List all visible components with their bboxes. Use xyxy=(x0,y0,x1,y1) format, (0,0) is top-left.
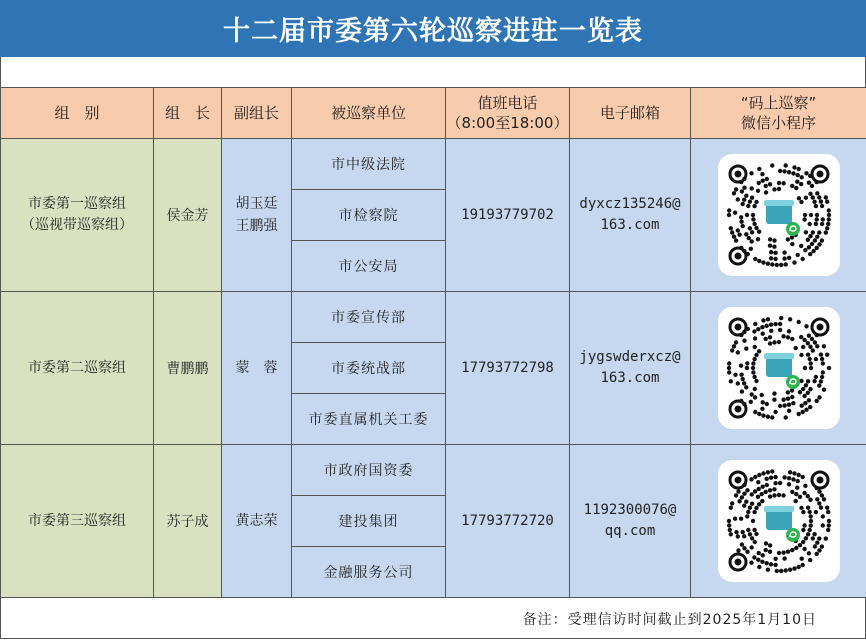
mini-program-code-icon xyxy=(724,466,834,576)
header-phone-line1: 值班电话 xyxy=(477,94,538,112)
qr-code-card[interactable] xyxy=(718,460,840,582)
qr-logo-lid xyxy=(764,353,794,359)
inspection-table xyxy=(0,87,866,598)
blank-row xyxy=(0,57,866,87)
qr-logo-lid xyxy=(764,506,794,512)
header-qr xyxy=(691,88,866,139)
mini-program-badge-icon xyxy=(786,528,800,542)
unit-cell: 市检察院 xyxy=(292,190,446,241)
header-units: 被巡察单位 xyxy=(292,88,446,139)
phone-cell: 17793772798 xyxy=(446,292,570,445)
unit-cell: 金融服务公司 xyxy=(292,547,446,598)
email-line1: jygswderxcz@ xyxy=(579,349,681,365)
group-subname: （巡视带巡察组） xyxy=(21,217,133,233)
unit-cell: 市委宣传部 xyxy=(292,292,446,343)
email-cell xyxy=(570,292,691,445)
qr-finder-dot xyxy=(816,324,823,331)
qr-code-card[interactable] xyxy=(718,307,840,429)
table-row xyxy=(1,445,866,496)
unit-cell: 市委直属机关工委 xyxy=(292,394,446,445)
email-line1: dyxcz135246@ xyxy=(579,196,681,212)
email-line2: 163.com xyxy=(600,217,660,233)
qr-cell xyxy=(691,292,866,445)
qr-cell xyxy=(691,139,866,292)
header-email: 电子邮箱 xyxy=(570,88,691,139)
qr-finder-dot xyxy=(816,171,823,178)
email-line2: qq.com xyxy=(604,523,656,539)
table-row xyxy=(1,292,866,343)
phone-cell: 19193779702 xyxy=(446,139,570,292)
leader-cell: 曹鹏鹏 xyxy=(154,292,222,445)
deputy-cell xyxy=(222,139,292,292)
email-line1: 1192300076@ xyxy=(583,502,677,518)
deputy-name: 黄志荣 xyxy=(235,513,278,529)
header-qr-line2: 微信小程序 xyxy=(740,114,816,132)
qr-finder-dot xyxy=(734,253,741,260)
unit-cell: 市政府国资委 xyxy=(292,445,446,496)
deputy-name: 胡玉廷 xyxy=(235,196,278,212)
email-cell xyxy=(570,139,691,292)
footer-row xyxy=(0,598,866,639)
header-deputy: 副组长 xyxy=(222,88,292,139)
group-name-cell xyxy=(1,445,154,598)
qr-finder-dot xyxy=(734,406,741,413)
mini-program-code-icon xyxy=(724,160,834,270)
table-row xyxy=(1,139,866,190)
group-name: 市委第一巡察组 xyxy=(28,196,126,212)
unit-cell: 市公安局 xyxy=(292,241,446,292)
qr-finder-dot xyxy=(734,477,741,484)
phone-cell: 17793772720 xyxy=(446,445,570,598)
qr-finder-dot xyxy=(734,171,741,178)
mini-program-badge-icon xyxy=(786,375,800,389)
deputy-cell xyxy=(222,445,292,598)
unit-cell: 市中级法院 xyxy=(292,139,446,190)
header-leader: 组 长 xyxy=(154,88,222,139)
qr-logo-box xyxy=(766,510,792,530)
footer-note: 备注：受理信访时间截止到2025年1月10日 xyxy=(522,612,817,628)
page-title: 十二届市委第六轮巡察进驻一览表 xyxy=(223,16,643,47)
group-name: 市委第三巡察组 xyxy=(28,512,126,529)
unit-cell: 市委统战部 xyxy=(292,343,446,394)
header-phone xyxy=(446,88,570,139)
mini-program-code-icon xyxy=(724,313,834,423)
unit-cell: 建投集团 xyxy=(292,496,446,547)
qr-logo-box xyxy=(766,357,792,377)
header-qr-line1: “码上巡察” xyxy=(740,94,817,112)
qr-code-card[interactable] xyxy=(718,154,840,276)
qr-finder-dot xyxy=(816,477,823,484)
email-line2: 163.com xyxy=(600,370,660,386)
mini-program-badge-icon xyxy=(786,222,800,236)
qr-finder-dot xyxy=(734,559,741,566)
group-name-cell xyxy=(1,292,154,445)
deputy-cell xyxy=(222,292,292,445)
header-row xyxy=(1,88,866,139)
leader-cell: 苏子成 xyxy=(154,445,222,598)
title-bar xyxy=(0,0,866,57)
group-name: 市委第二巡察组 xyxy=(28,359,126,376)
leader-cell: 侯金芳 xyxy=(154,139,222,292)
email-cell xyxy=(570,445,691,598)
qr-logo-box xyxy=(766,204,792,224)
deputy-name: 王鹏强 xyxy=(235,218,278,234)
qr-cell xyxy=(691,445,866,598)
group-name-cell xyxy=(1,139,154,292)
qr-logo-lid xyxy=(764,200,794,206)
qr-finder-dot xyxy=(734,324,741,331)
header-group: 组 别 xyxy=(1,88,154,139)
deputy-name: 蒙 蓉 xyxy=(235,360,278,376)
header-phone-line2: （8:00至18:00） xyxy=(446,114,569,132)
